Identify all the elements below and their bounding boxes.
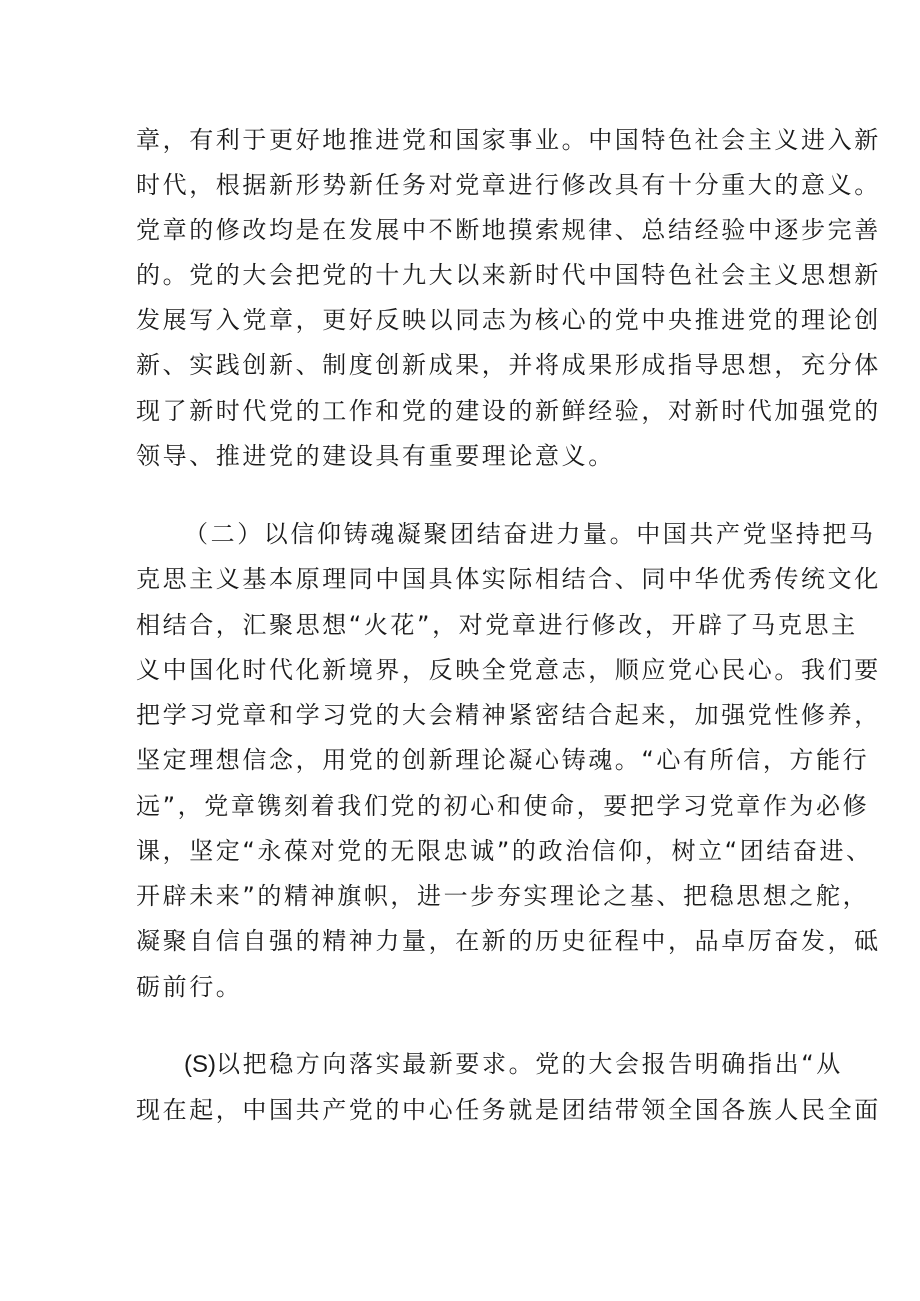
paragraph-line: 砺前行。 <box>136 973 243 1001</box>
paragraph-line: 义中国化时代化新境界，反映全党意志，顺应党心民心。我们要 <box>136 656 881 684</box>
paragraph-line: 时代，根据新形势新任务对党章进行修改具有十分重大的意义。 <box>136 171 881 199</box>
section-heading-line: （二）以信仰铸魂凝聚团结奋进力量。中国共产党坚持把马 <box>184 520 876 548</box>
section-marker: (S) <box>184 1051 216 1078</box>
paragraph-line: 的。党的大会把党的十九大以来新时代中国特色社会主义思想新 <box>136 261 881 289</box>
paragraph-line: 现在起，中国共产党的中心任务就是团结带领全国各族人民全面 <box>136 1096 881 1124</box>
paragraph-line: 党章的修改均是在发展中不断地摸索规律、总结经验中逐步完善 <box>136 216 881 244</box>
paragraph-line: 发展写入党章，更好反映以同志为核心的党中央推进党的理论创 <box>136 306 881 334</box>
paragraph-line: 远”，党章镌刻着我们党的初心和使命，要把学习党章作为必修 <box>136 792 870 820</box>
paragraph-line: 克思主义基本原理同中国具体实际相结合、同中华优秀传统文化 <box>136 565 881 593</box>
paragraph-line: 课，坚定“永葆对党的无限忠诚”的政治信仰，树立“团结奋进、 <box>136 837 873 865</box>
paragraph-line: 相结合，汇聚思想“火花”，对党章进行修改，开辟了马克思主 <box>136 611 858 639</box>
paragraph-line: 现了新时代党的工作和党的建设的新鲜经验，对新时代加强党的 <box>136 397 881 425</box>
paragraph-line: 开辟未来”的精神旗帜，进一步夯实理论之基、把稳思想之舵， <box>136 882 870 910</box>
paragraph-line: 凝聚自信自强的精神力量，在新的历史征程中，品卓厉奋发，砥 <box>136 927 881 955</box>
section-heading-text: 以把稳方向落实最新要求。党的大会报告明确指出“从 <box>216 1050 843 1078</box>
paragraph-line: 章，有利于更好地推进党和国家事业。中国特色社会主义进入新 <box>136 126 881 154</box>
section-heading-line <box>184 1039 844 1089</box>
paragraph-line: 领导、推进党的建设具有重要理论意义。 <box>136 442 615 470</box>
paragraph-line: 坚定理想信念，用党的创新理论凝心铸魂。“心有所信，方能行 <box>136 746 870 774</box>
paragraph-line: 把学习党章和学习党的大会精神紧密结合起来，加强党性修养， <box>136 701 881 729</box>
paragraph-line: 新、实践创新、制度创新成果，并将成果形成指导思想，充分体 <box>136 351 881 379</box>
